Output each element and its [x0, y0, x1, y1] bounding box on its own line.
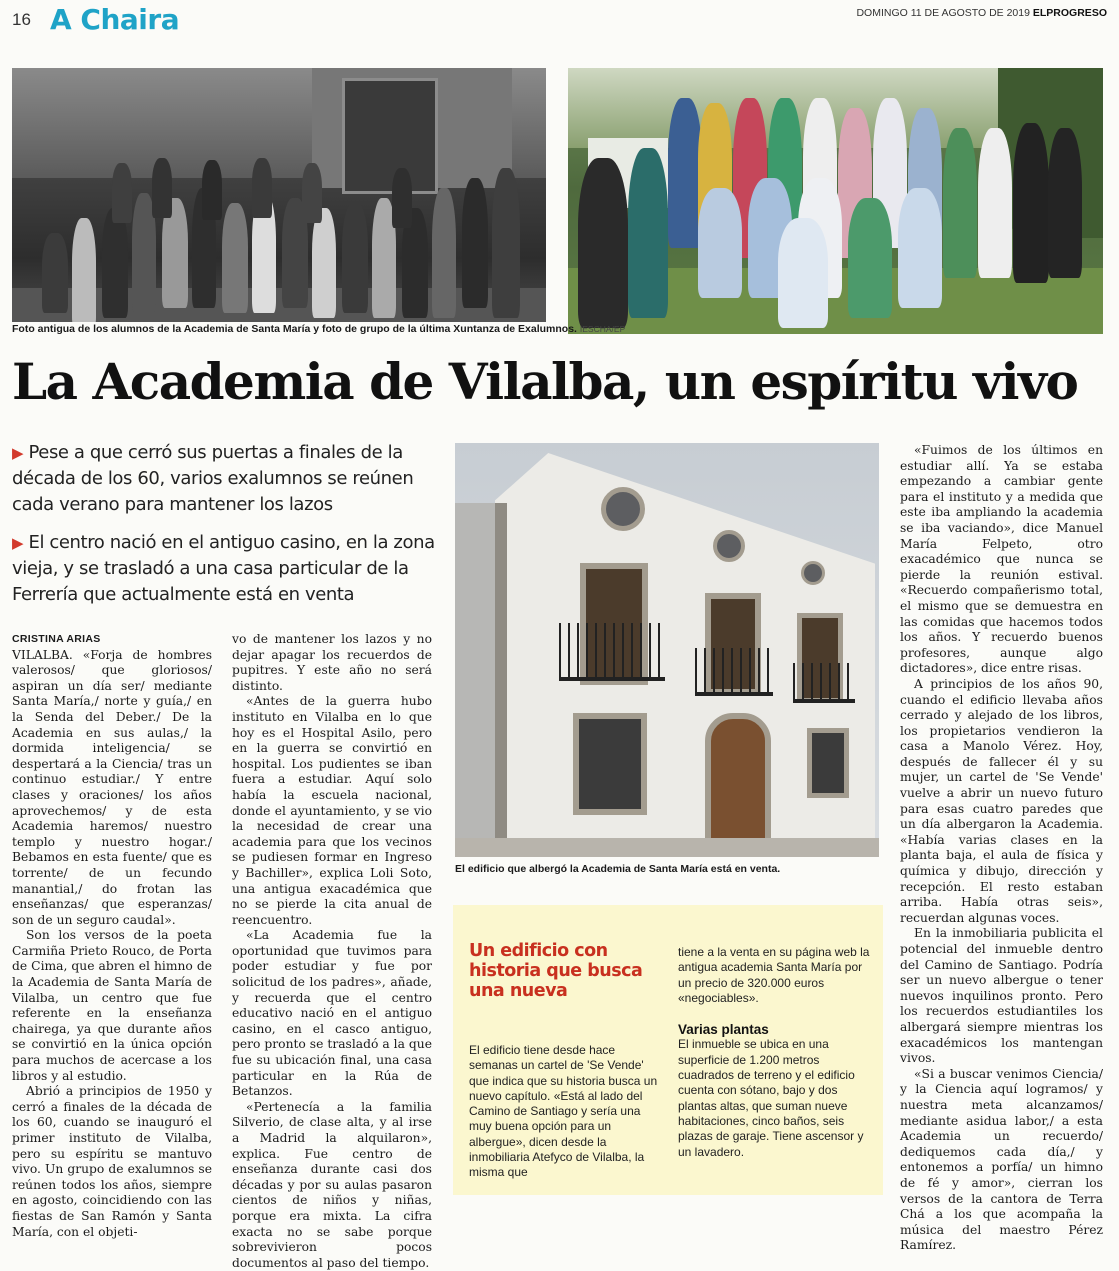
photo-credit: IESCHA/EP [579, 324, 626, 334]
page-number: 16 [12, 10, 31, 29]
building-photo [455, 443, 879, 857]
caption-text: Foto antigua de los alumnos de la Academia de Santa María y foto de grupo de la última Xuntanza de Exalumnos. [12, 323, 577, 335]
old-class-photo [12, 68, 546, 322]
paragraph: A principios de los años 90, cuando el edificio llevaba años cerrado y alejado de los libros, los propietarios vendieron la casa a Manolo Vérez. Hoy, después de fallecer él y su mujer, un cartel de 'Se Vende' vuelve a abrir un nuevo futuro para esas cuatro paredes que un día albergaron la Academia. «Había varias clases en la planta baja, el aula de física y química y dibujo, dirección y recepción. El resto estaban arriba. Había otras seis», recuerdan algunas voces. [900, 676, 1103, 925]
paragraph: «La Academia fue la oportunidad que tuvimos para poder estudiar y fue por solicitud de los padres», añade, y recuerda que el centro educativo nació en el antiguo casino, en el casco antiguo, pero pronto se trasladó a la que fue su ubicación final, una casa particular en la Rúa de Betanzos. [232, 928, 432, 1099]
paragraph: «Si a buscar venimos Ciencia/ y la Ciencia aquí logramos/ y nuestra meta alcanzamos/ mediante asidua labor,/ a esta Academia un recuerdo/ dediquemos cada día,/ y entonemos a porfía/ un himno de fé y amor», cierran los versos de la cantora de Terra Chá a los que acompaña la música del maestro Pérez Ramírez. [900, 1066, 1103, 1253]
paragraph: «Pertenecía a la familia Silverio, de clase alta, y al irse a Madrid la alquilaron», explica. Fue centro de enseñanza durante casi dos décadas y por su aulas pasaron cientos de niños y niñas, porque era mixta. La cifra exacta no se sabe porque sobrevivieron pocos documentos al paso del tiempo. [232, 1099, 432, 1270]
sidebar-title: Un edificio con historia que busca una nueva [469, 941, 643, 1001]
group-reunion-photo [568, 68, 1103, 334]
triangle-bullet-icon: ▶ [12, 534, 24, 552]
paragraph: «Fuimos de los últimos en estudiar allí. Ya se estaba empezando a cambiar gente para el instituto y a medida que este iba ampliando la academia se iba vaciando», dice Manuel María Felpeto, otro exacadémico que nunca se pierde la reunión estival. «Recuerdo compañerismo total, el mismo que se demuestra en las comidas que hacemos todos los años. Y recuerdo buenos profesores, aunque algo dictadores», dice entre risas. [900, 443, 1103, 676]
article-column-1 [12, 632, 212, 1240]
deck-text-2: El centro nació en el antiguo casino, en la zona vieja, y se trasladó a una casa particular de la Ferrería que actualmente está en venta [12, 532, 435, 605]
newspaper-name: ELPROGRESO [1032, 7, 1107, 19]
deck-text-1: Pese a que cerró sus puertas a finales de la década de los 60, varios exalumnos se reúnen cada verano para mantener los lazos [12, 442, 414, 515]
sidebar-paragraph: El inmueble se ubica en una superficie de 1.200 metros cuadrados de terreno y el edificio cuenta con sótano, bajo y dos plantas altas, que suman nueve habitaciones, cinco baños, seis plazas de garaje. Tiene ascensor y un lavadero. [678, 1037, 864, 1159]
sidebar-column-2 [678, 945, 870, 1160]
date-text: DOMINGO 11 DE AGOSTO DE 2019 [856, 7, 1030, 19]
paragraph: «Antes de la guerra hubo instituto en Vilalba en lo que hoy es el Hospital Asilo, pero en la guerra se convirtió en hospital. Los pudientes se iban fuera a estudiar. Aquí solo había la escuela nacional, donde el ayuntamiento, y se vio la necesidad de crear una academia para que los vecinos se pudiesen formar en Ingreso y Bachiller», explica Loli Soto, una antigua exacadémica que no se pierde la cita anual de reencuentro. [232, 694, 432, 927]
issue-date [856, 7, 1107, 19]
photo-caption [12, 323, 712, 335]
deck-item-1 [12, 440, 442, 518]
paragraph: Son los versos de la poeta Carmiña Prieto Rouco, de Porta de Cima, que abren el himno de la Academia de Santa María de Vilalba, un centro que fue referente en la enseñanza chairega, ya que durante años se convirtió en la única opción para muchos de acercase a los libros y al estudio. [12, 928, 212, 1083]
paragraph: Abrió a principios de 1950 y cerró a finales de la década de los 60, cuando se inauguró el primer instituto de Vilalba, pero su espíritu se mantuvo vivo. Un grupo de exalumnos se reúnen todos los años, siempre en agosto, coincidiendo con las fiestas de San Ramón y Santa María, con el objeti- [12, 1084, 212, 1239]
section-title: A Chaira [50, 3, 180, 36]
paragraph: vo de mantener los lazos y no dejar apagar los recuerdos de pupitres. Y este año no será distinto. [232, 632, 432, 693]
building-caption: El edificio que albergó la Academia de Santa María está en venta. [455, 863, 781, 875]
sidebar-paragraph: El edificio tiene desde hace semanas un cartel de 'Se Vende' que indica que su historia busca un nuevo capítulo. «Está al lado del Camino de Santiago y sería una muy buena opción para un albergue», dicen desde la inmobiliaria Atefyco de Vilalba, la misma que [469, 1043, 658, 1180]
sidebar-box [453, 905, 883, 1195]
article-column-4 [900, 443, 1103, 1254]
article-column-2 [232, 632, 432, 1271]
triangle-bullet-icon: ▶ [12, 444, 24, 462]
paragraph: En la inmobiliaria publicita el potencial del inmueble dentro del Camino de Santiago. Podría ser un nuevo albergue o tener nuevos inquilinos pronto. Pero los recuerdos estudiantiles los albergará siempre mientras los exacadémicos los mantengan vivos. [900, 926, 1103, 1066]
sidebar-subhead: Varias plantas [678, 1022, 769, 1038]
deck-item-2 [12, 530, 442, 608]
headline: La Academia de Vilalba, un espíritu vivo [12, 352, 1078, 411]
sidebar-column-1 [469, 1043, 661, 1181]
sidebar-paragraph: tiene a la venta en su página web la antigua academia Santa María por un precio de 320.000 euros «negociables». [678, 945, 870, 1005]
byline: CRISTINA ARIAS [12, 633, 101, 645]
paragraph: VILALBA. «Forja de hombres valerosos/ que gloriosos/ aspiran un día ser/ mediante Santa María,/ norte y guía,/ en la Senda del Deber./ De la Academia en sus aulas,/ la dormida inteligencia/ se despertará a la Ciencia/ tras un continuo estudiar./ Y entre clases y oraciones/ los años aprovechemos/ y de esta Academia haremos/ nuestro templo y nuestro hogar./ Bebamos en esta fuente/ que es torrente/ de un fecundo manantial,/ do frotan las enseñanzas/ que esperanzas/ son de un seguro caudal». [12, 647, 212, 927]
